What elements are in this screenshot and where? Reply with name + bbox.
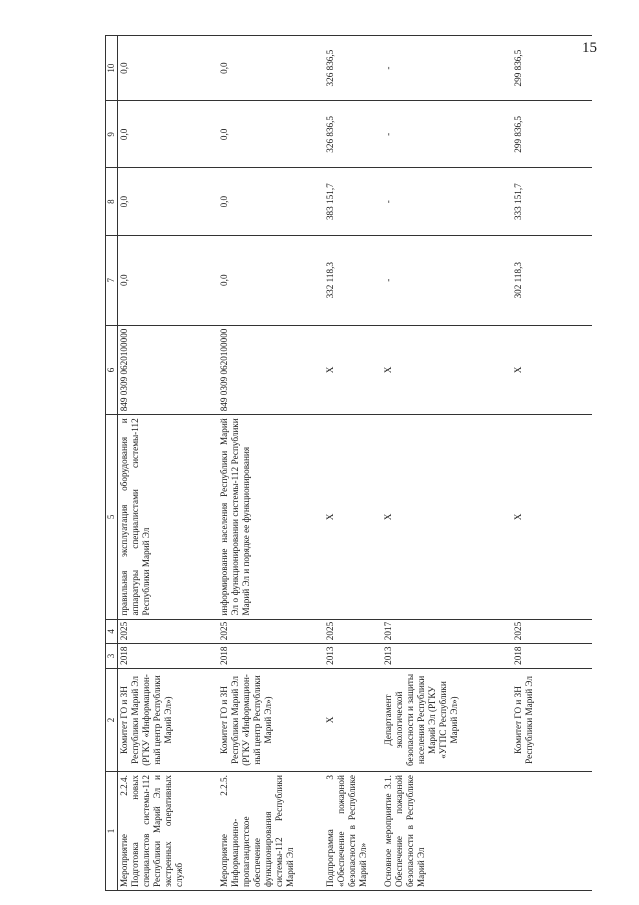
start-year: 2018 — [118, 644, 218, 669]
table-row — [218, 36, 324, 891]
end-year: 2025 — [218, 619, 324, 644]
table-row — [512, 36, 592, 891]
expected-result: X — [324, 415, 382, 619]
value-col-9: - — [382, 101, 512, 168]
header-row — [106, 36, 118, 891]
col-header-3: 3 — [106, 644, 118, 669]
value-col-10: 299 836,5 — [512, 36, 592, 101]
value-col-10: 326 836,5 — [324, 36, 382, 101]
value-col-7: 0,0 — [118, 235, 218, 325]
budget-code: X — [382, 325, 512, 415]
event-name: Подпрограмма 3 «Обеспечение пожарной безопасности в Республике Марий Эл» — [324, 772, 382, 891]
start-year: 2013 — [382, 644, 512, 669]
table-row — [324, 36, 382, 891]
budget-code: X — [512, 325, 592, 415]
col-header-8: 8 — [106, 168, 118, 235]
value-col-8: 0,0 — [118, 168, 218, 235]
expected-result: X — [512, 415, 592, 619]
page-number: 15 — [582, 40, 597, 56]
value-col-7: 302 118,3 — [512, 235, 592, 325]
executor: Комитет ГО и ЗН Республики Марий Эл — [512, 668, 592, 771]
program-table — [105, 35, 592, 891]
value-col-8: 383 151,7 — [324, 168, 382, 235]
col-header-10: 10 — [106, 36, 118, 101]
executor: Департамент экологической безопасности и защиты населения Республики Марий Эл (РГКУ «УГПС Республики Марий Эл») — [382, 668, 512, 771]
value-col-7: - — [382, 235, 512, 325]
budget-code: 849 0309 0620100000 — [218, 325, 324, 415]
col-header-2: 2 — [106, 668, 118, 771]
value-col-7: 332 118,3 — [324, 235, 382, 325]
event-name — [512, 772, 592, 891]
end-year: 2017 — [382, 619, 512, 644]
event-name: Мероприятие 2.2.4. Подготовка новых специалистов системы-112 Республики Марий Эл и экстренных оперативных служб — [118, 772, 218, 891]
value-col-10: 0,0 — [118, 36, 218, 101]
col-header-7: 7 — [106, 235, 118, 325]
budget-code: X — [324, 325, 382, 415]
budget-code: 849 0309 0620100000 — [118, 325, 218, 415]
expected-result: информирование населения Республики Марий Эл о функционировании системы-112 Республики Марий Эл и порядке ее функционирования — [218, 415, 324, 619]
value-col-9: 0,0 — [118, 101, 218, 168]
col-header-1: 1 — [106, 772, 118, 891]
end-year: 2025 — [512, 619, 592, 644]
executor: X — [324, 668, 382, 771]
event-name: Мероприятие 2.2.5. Информационно-пропагандистское обеспечение функционирования системы-112 Республики Марий Эл — [218, 772, 324, 891]
value-col-8: - — [382, 168, 512, 235]
value-col-9: 0,0 — [218, 101, 324, 168]
end-year: 2025 — [118, 619, 218, 644]
executor: Комитет ГО и ЗН Республики Марий Эл (РГКУ «Информацион-ный центр Республики Марий Эл») — [118, 668, 218, 771]
value-col-10: 0,0 — [218, 36, 324, 101]
value-col-9: 299 836,5 — [512, 101, 592, 168]
end-year: 2025 — [324, 619, 382, 644]
col-header-5: 5 — [106, 415, 118, 619]
expected-result: правильная эксплуатация оборудования и аппаратуры специалистами системы-112 Республики Марий Эл — [118, 415, 218, 619]
value-col-7: 0,0 — [218, 235, 324, 325]
col-header-9: 9 — [106, 101, 118, 168]
table-row — [382, 36, 512, 891]
executor: Комитет ГО и ЗН Республики Марий Эл (РГКУ «Информацион-ный центр Республики Марий Эл») — [218, 668, 324, 771]
start-year: 2013 — [324, 644, 382, 669]
col-header-6: 6 — [106, 325, 118, 415]
value-col-8: 0,0 — [218, 168, 324, 235]
event-name: Основное мероприятие 3.1. Обеспечение пожарной безопасности в Республике Марий Эл — [382, 772, 512, 891]
expected-result: X — [382, 415, 512, 619]
start-year: 2018 — [218, 644, 324, 669]
value-col-9: 326 836,5 — [324, 101, 382, 168]
value-col-8: 333 151,7 — [512, 168, 592, 235]
start-year: 2018 — [512, 644, 592, 669]
value-col-10: - — [382, 36, 512, 101]
table-row — [118, 36, 218, 891]
col-header-4: 4 — [106, 619, 118, 644]
